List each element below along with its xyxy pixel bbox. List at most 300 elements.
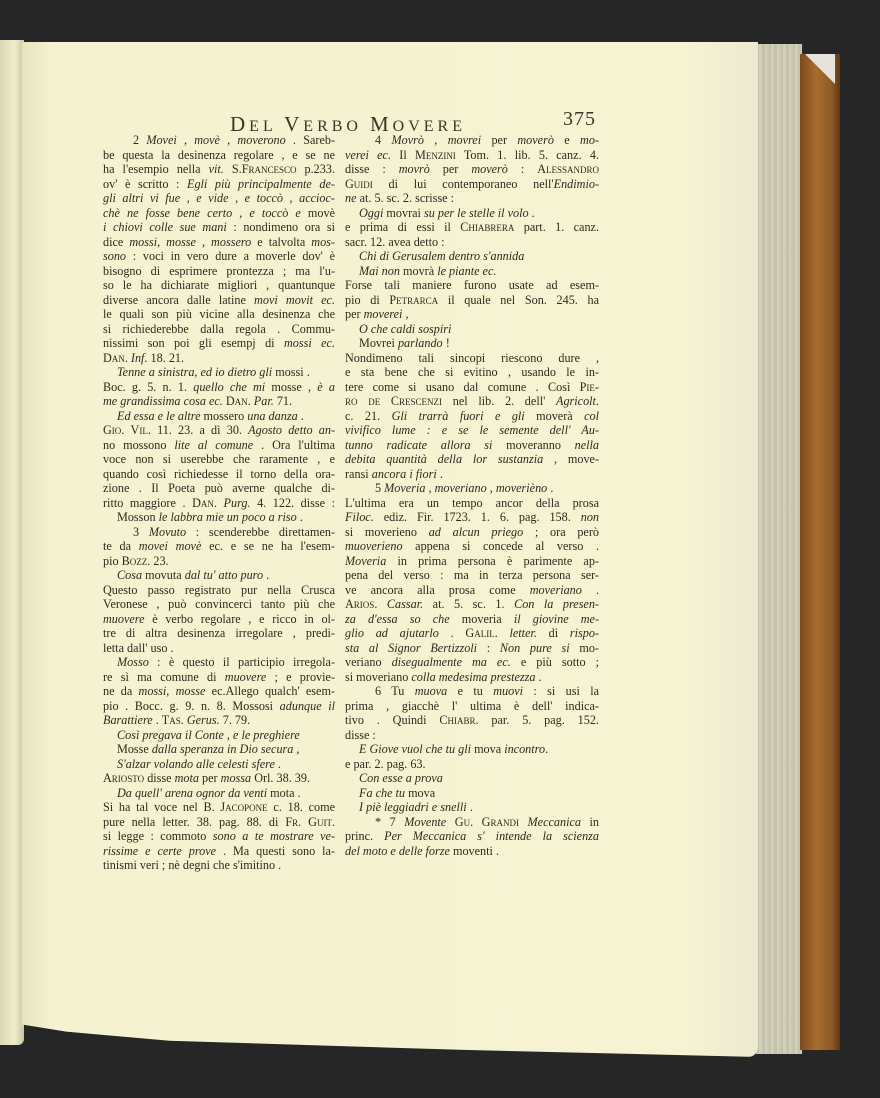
italic-text: Movuto <box>148 524 187 539</box>
text-run: . <box>121 423 131 437</box>
italic-text: una danza <box>247 408 298 423</box>
text-run: moverieno <box>353 524 429 539</box>
text-line <box>345 264 599 279</box>
italic-text: colla medesima prestezza <box>411 669 536 684</box>
text-line <box>345 452 599 467</box>
text-run: e par. 2. pag. 63. <box>345 756 426 771</box>
text-line <box>345 583 599 598</box>
text-run: mova <box>471 742 505 756</box>
text-run: per <box>345 307 364 321</box>
text-line <box>345 742 599 757</box>
italic-text: col <box>584 408 599 423</box>
text-line <box>345 220 599 235</box>
text-run: tivo . Quindi <box>345 713 440 727</box>
text-run: . <box>152 713 162 727</box>
italic-text: E Giove vuol che tu gli <box>359 742 472 756</box>
text-run: ha l'esempio nella <box>103 162 209 176</box>
italic-text: dal tu' atto puro <box>184 568 264 582</box>
italic-text: O che caldi sospiri <box>359 321 452 336</box>
text-line <box>345 206 599 221</box>
text-line <box>103 844 335 859</box>
italic-text: Endimio- <box>553 176 599 191</box>
text-line <box>345 438 599 453</box>
text-line <box>103 133 335 148</box>
text-run: c. 18. come <box>267 800 335 814</box>
text-run: Il <box>391 147 415 162</box>
text-run: e più sotto ; <box>510 655 599 669</box>
italic-text: Moveria <box>345 553 387 568</box>
text-line <box>103 409 335 424</box>
italic-text: mota <box>174 771 199 785</box>
text-line <box>345 815 599 830</box>
text-line <box>345 757 599 772</box>
text-run: . <box>545 742 549 756</box>
text-run: mo- <box>569 640 599 655</box>
text-line <box>103 771 335 786</box>
small-caps-text: Ariosto <box>103 771 145 785</box>
italic-text: i chiovi colle sue mani <box>103 220 227 234</box>
italic-text: Oggi <box>359 205 384 220</box>
text-run: veriano <box>345 655 392 669</box>
text-run: Forse tali maniere furono usate ad esem- <box>345 278 599 292</box>
text-run: : <box>507 162 538 176</box>
italic-text: glio ad ajutarlo <box>345 626 439 640</box>
italic-text: incontro <box>504 742 546 756</box>
italic-text: mos- <box>311 234 335 249</box>
page-block-edges <box>756 44 802 1054</box>
italic-text: chè ne fosse bene certo , e toccò e <box>103 205 301 220</box>
italic-text: rissime e certe prove <box>103 843 217 858</box>
text-line <box>345 467 599 482</box>
text-run: . <box>528 205 535 220</box>
text-line <box>103 597 335 612</box>
text-run: . Ma questi sono la- <box>216 843 335 858</box>
text-run: e sta bene che si evitino , usando le in- <box>345 365 599 379</box>
text-run: ritto maggiore . <box>103 495 193 510</box>
text-line <box>345 322 599 337</box>
text-run: nissimi son poi gli esempj di <box>103 336 284 350</box>
text-run: disse : <box>345 727 376 742</box>
small-caps-text: Fr. Guit <box>285 814 332 829</box>
text-line <box>345 684 599 699</box>
text-run: voce non si userebbe che raramente , e <box>103 452 335 466</box>
text-line <box>103 452 335 467</box>
text-run: per <box>481 133 518 147</box>
text-line <box>103 800 335 815</box>
text-line <box>345 235 599 250</box>
text-run: ; ora però <box>523 524 599 539</box>
text-line <box>103 626 335 641</box>
text-run: diverse ancora dalle latine <box>103 292 255 307</box>
text-run: part. 1. canz. <box>514 220 599 234</box>
text-run: si <box>345 524 354 539</box>
text-run: L'ultima era un tempo ancor della prosa <box>345 495 599 510</box>
text-line <box>103 699 335 714</box>
text-run: 18. 21. <box>147 350 185 365</box>
italic-text: vit. <box>208 162 224 176</box>
text-run: ; e provie- <box>266 669 335 684</box>
text-run: . <box>213 495 224 510</box>
italic-text: moverei <box>363 307 403 321</box>
text-run: . <box>180 713 187 727</box>
italic-text: Chi di Gerusalem dentro s'annida <box>359 249 525 263</box>
italic-text: Con la presen- <box>514 597 599 611</box>
italic-text: Così pregava il Conte , e le preghiere <box>117 727 300 742</box>
text-line <box>345 728 599 743</box>
text-run: . <box>581 582 599 597</box>
italic-text: verei ec. <box>345 147 392 162</box>
text-run: ec.Allego qualch' esem- <box>205 684 335 698</box>
text-run: . <box>331 814 335 829</box>
italic-text: disegualmente ma ec. <box>391 655 511 669</box>
text-run: le quali son più vicine alla desinenza che <box>103 307 335 321</box>
text-line <box>103 481 335 496</box>
small-caps-text: Pie- <box>579 379 599 394</box>
text-run: moverà <box>524 408 585 423</box>
text-line <box>345 829 599 844</box>
leather-binding <box>800 54 840 1050</box>
small-caps-text: Tas <box>161 713 181 727</box>
italic-text: Da quell' arena ognor da venti <box>117 785 268 800</box>
text-run: , <box>402 307 409 321</box>
text-run: e talvolta <box>251 234 312 249</box>
italic-text: quello che mi <box>193 379 266 394</box>
text-line <box>103 539 335 554</box>
text-line <box>103 612 335 627</box>
text-run: è verbo regolare , e ricco in ol- <box>144 611 335 626</box>
text-run: ransi <box>345 466 372 481</box>
text-run: moveranno <box>492 437 575 452</box>
text-run: . <box>263 568 270 582</box>
italic-text: ancora i fiori <box>371 466 437 481</box>
text-run: pio . Bocc. g. 9. n. 8. Mossosi <box>103 698 280 713</box>
italic-text: ad alcun priego <box>428 524 524 539</box>
text-line <box>103 815 335 830</box>
text-run: : voci in vero dure a moverle dov' è <box>126 249 335 263</box>
italic-text: mossa <box>220 771 252 785</box>
text-run: 6 Tu <box>375 684 415 698</box>
italic-text: lite al comune <box>174 437 254 452</box>
text-run: . <box>494 626 510 640</box>
text-run: e <box>553 133 581 147</box>
text-line <box>103 380 335 395</box>
italic-text: Mai non <box>359 263 400 278</box>
text-run: : <box>477 640 500 655</box>
text-line <box>103 423 335 438</box>
small-caps-text: Chiabrera <box>460 220 515 234</box>
italic-text: dalla speranza in Dio secura , <box>151 742 300 756</box>
text-run: dice <box>103 234 130 249</box>
small-caps-text: Gu. Grandi <box>454 814 519 829</box>
text-run: di <box>536 626 570 640</box>
text-run: Orl. 38. 39. <box>251 771 311 785</box>
text-line <box>345 423 599 438</box>
italic-text: Par. <box>253 394 274 408</box>
text-line <box>345 496 599 511</box>
text-line <box>103 365 335 380</box>
text-run: in <box>580 814 600 829</box>
text-run: Mosse <box>117 742 152 756</box>
text-run: Veronese , può convincerci tanto più che <box>103 597 335 611</box>
text-run: si moveriano <box>345 669 412 684</box>
text-run: . <box>535 669 542 684</box>
text-run: . 11. 23. a dì 30. <box>147 423 249 437</box>
italic-text: Meccanica <box>527 814 581 829</box>
text-line <box>345 786 599 801</box>
italic-text: letter. <box>509 626 537 640</box>
italic-text: Fa che tu <box>359 785 406 800</box>
text-run: at. 5. sc. 1. <box>423 597 515 611</box>
small-caps-text: ro de Crescenzi <box>345 394 443 408</box>
text-line <box>103 583 335 598</box>
text-run: S. <box>223 162 242 176</box>
text-run: p.233. <box>296 162 336 176</box>
italic-text: Gli trarrà fuori e gli <box>391 408 525 423</box>
small-caps-text: Chiabr <box>439 713 476 727</box>
italic-text: Agosto detto an- <box>248 423 335 437</box>
running-head-letter: V <box>284 112 304 136</box>
running-head-letter: M <box>369 112 393 136</box>
text-run: . <box>374 597 387 611</box>
italic-text: movei movè <box>138 539 202 553</box>
text-line <box>345 670 599 685</box>
italic-text: muovere <box>224 669 267 684</box>
text-line <box>103 249 335 264</box>
text-line <box>345 351 599 366</box>
text-run: 4 <box>375 133 392 147</box>
text-run: 3 <box>133 524 149 539</box>
text-line <box>103 177 335 192</box>
text-line <box>103 525 335 540</box>
small-caps-text: Galil <box>465 626 495 640</box>
text-run: in prima persona è parimente ap- <box>386 553 599 568</box>
text-run: prima , giacchè l' ultima è dell' indica- <box>345 698 599 713</box>
text-run: ve ancora alla prosa come <box>345 582 530 597</box>
text-run: disse <box>144 771 175 785</box>
running-head-text: OVERE <box>392 118 466 135</box>
italic-text: Mosso <box>117 655 149 669</box>
small-caps-text: Dan <box>103 350 125 365</box>
text-line <box>103 336 335 351</box>
italic-text: Barattiere <box>103 713 153 727</box>
italic-text: mossi, mosse <box>138 684 206 698</box>
text-line <box>103 220 335 235</box>
text-line <box>345 293 599 308</box>
small-caps-text: Menzini <box>414 147 456 162</box>
text-run: re sì ma comune di <box>103 669 225 684</box>
italic-text: mo- <box>580 133 600 147</box>
text-run: movuta <box>142 568 185 582</box>
text-run: . <box>547 481 554 495</box>
text-line <box>103 293 335 308</box>
italic-text: Movrò , movrei <box>391 133 482 147</box>
text-run: : è questo il participio irregola- <box>148 655 335 669</box>
italic-text: muova <box>414 684 448 698</box>
text-run: Nondimeno tali sincopi riescono dure , <box>345 350 599 365</box>
text-line <box>345 539 599 554</box>
text-run: mossero <box>200 408 248 423</box>
small-caps-text: Dan <box>225 394 248 408</box>
italic-text: Movei , movè , moverono <box>146 133 286 147</box>
text-line <box>103 713 335 728</box>
italic-text: nella <box>574 437 600 452</box>
text-line <box>103 148 335 163</box>
italic-text: moverò <box>471 162 508 176</box>
text-line <box>345 409 599 424</box>
text-line <box>103 568 335 583</box>
italic-text: debita quantità della lor sustanzia <box>345 452 544 466</box>
italic-text: Moveria , moveriano , moverièno <box>384 481 548 495</box>
italic-text: me grandissima cosa ec. <box>103 394 223 408</box>
text-run: zione . Il Poeta può averne qualche di- <box>103 481 335 495</box>
italic-text: Tenne a sinistra, ed io dietro gli <box>117 365 273 379</box>
text-line <box>103 655 335 670</box>
small-caps-text: Dan <box>192 495 214 510</box>
italic-text: Con esse a prova <box>359 771 443 785</box>
italic-text: I piè leggiadri e snelli <box>359 800 467 814</box>
text-line <box>345 278 599 293</box>
small-caps-text: Vil <box>130 423 148 437</box>
text-run: 2 <box>133 133 147 147</box>
text-run: 7. 79. <box>219 713 251 727</box>
text-run: tre di altra desinenza irregolare , predi- <box>103 626 335 640</box>
text-line <box>345 699 599 714</box>
italic-text: gli altri vi fue , e vide , e toccò , accioc- <box>103 191 335 205</box>
small-caps-text: Bozz <box>121 553 148 568</box>
text-line <box>345 844 599 859</box>
italic-text: Per Meccanica s' intende la scienza <box>384 829 599 843</box>
text-run: ne da <box>103 684 139 698</box>
text-run: ov' è scritto : <box>103 176 187 191</box>
italic-text: Ed essa e le altre <box>117 408 201 423</box>
text-run: per <box>199 771 221 785</box>
text-run: Questo passo registrato pur nella Crusca <box>103 582 335 597</box>
text-run: e tu <box>447 684 494 698</box>
text-run: . par. 5. pag. 152. <box>475 713 599 727</box>
text-run: per <box>429 162 472 176</box>
text-line <box>103 684 335 699</box>
italic-text: mossi, mosse , mossero <box>129 234 252 249</box>
text-run: . <box>466 800 473 814</box>
italic-text: vivifico lume : e se le semente dell' Au- <box>345 423 599 437</box>
text-run: mova <box>405 785 436 800</box>
text-run: mossono <box>115 437 175 452</box>
text-run: ! <box>442 336 450 350</box>
italic-text: muoverieno <box>345 539 403 553</box>
text-run: * 7 <box>375 814 405 829</box>
running-head-text: EL <box>249 118 285 135</box>
text-line <box>103 496 335 511</box>
text-line <box>345 641 599 656</box>
italic-text: movrò <box>398 162 430 176</box>
text-line <box>103 235 335 250</box>
italic-text: le piante ec. <box>437 263 497 278</box>
text-run: mosse , <box>265 379 318 394</box>
text-run: ec. e se ne ha l'esem- <box>201 539 335 553</box>
text-line <box>103 162 335 177</box>
text-run: c. 21. <box>345 408 392 423</box>
text-run: mota . <box>267 785 301 800</box>
italic-text: Egli più principalmente de- <box>187 176 335 191</box>
text-run: moveria <box>449 611 514 626</box>
text-run: . Sareb- <box>285 133 336 147</box>
italic-text: muovere <box>103 611 145 626</box>
text-line <box>345 510 599 525</box>
page-number: 375 <box>563 108 596 130</box>
text-run: nel lib. 2. dell' <box>442 394 556 408</box>
text-run: movrà <box>399 263 438 278</box>
text-line <box>345 568 599 583</box>
italic-text: del moto e delle forze <box>345 843 450 858</box>
small-caps-text: Alessandro <box>537 162 600 176</box>
facing-page-edge <box>0 40 24 1045</box>
italic-text: Filoc. <box>345 510 374 524</box>
italic-text: sono <box>103 249 127 263</box>
text-line <box>103 742 335 757</box>
text-run: tere come si usano dal comune . Così <box>345 379 580 394</box>
small-caps-text: Gio <box>103 423 122 437</box>
text-run: . <box>436 466 443 481</box>
text-line <box>103 670 335 685</box>
text-run: sacr. 12. avea detto : <box>345 234 445 249</box>
text-line <box>103 467 335 482</box>
text-line <box>345 133 599 148</box>
text-run: pio di <box>345 292 390 307</box>
text-run: : si usi la <box>523 684 599 698</box>
italic-text: è a <box>317 379 335 394</box>
text-run: Mosson <box>117 510 159 524</box>
text-run: . 23. <box>147 553 169 568</box>
text-line <box>345 148 599 163</box>
text-line <box>345 481 599 496</box>
text-run: moventi . <box>449 843 500 858</box>
text-line <box>345 597 599 612</box>
text-line <box>345 336 599 351</box>
text-line <box>345 626 599 641</box>
text-run: si richiederebbe dalla regola . Commu- <box>103 321 335 336</box>
text-run: , move- <box>543 452 599 466</box>
italic-text: Purg. <box>223 495 251 510</box>
text-line <box>345 525 599 540</box>
text-line <box>345 162 599 177</box>
italic-text: non <box>580 510 599 524</box>
italic-text: moveriano <box>529 582 582 597</box>
italic-text: Agricolt. <box>556 394 599 408</box>
text-run: bisogno di esprimere prontezza ; ma l'u- <box>103 263 335 278</box>
right-text-column <box>345 133 599 858</box>
text-run: Si ha tal voce nel B. <box>103 800 221 814</box>
text-run: e prima di essi il <box>345 220 461 234</box>
text-line <box>345 771 599 786</box>
running-head-text: ERBO <box>303 118 370 135</box>
italic-text: Movente <box>404 814 447 829</box>
italic-text: tunno radicate allora si <box>345 437 493 452</box>
italic-text: le labbra mie un poco a riso <box>158 510 297 524</box>
italic-text: ne <box>345 191 357 205</box>
text-line <box>345 249 599 264</box>
text-run <box>446 815 455 829</box>
text-run: . <box>124 350 131 365</box>
small-caps-text: Jacopone <box>220 800 268 814</box>
text-line <box>103 829 335 844</box>
text-run: 4. 122. disse : <box>250 495 336 510</box>
small-caps-text: Petrarca <box>389 292 439 307</box>
italic-text: Inf. <box>130 350 148 365</box>
text-line <box>345 380 599 395</box>
text-line <box>103 858 335 873</box>
text-line <box>345 554 599 569</box>
text-run: Movrei <box>359 336 398 350</box>
